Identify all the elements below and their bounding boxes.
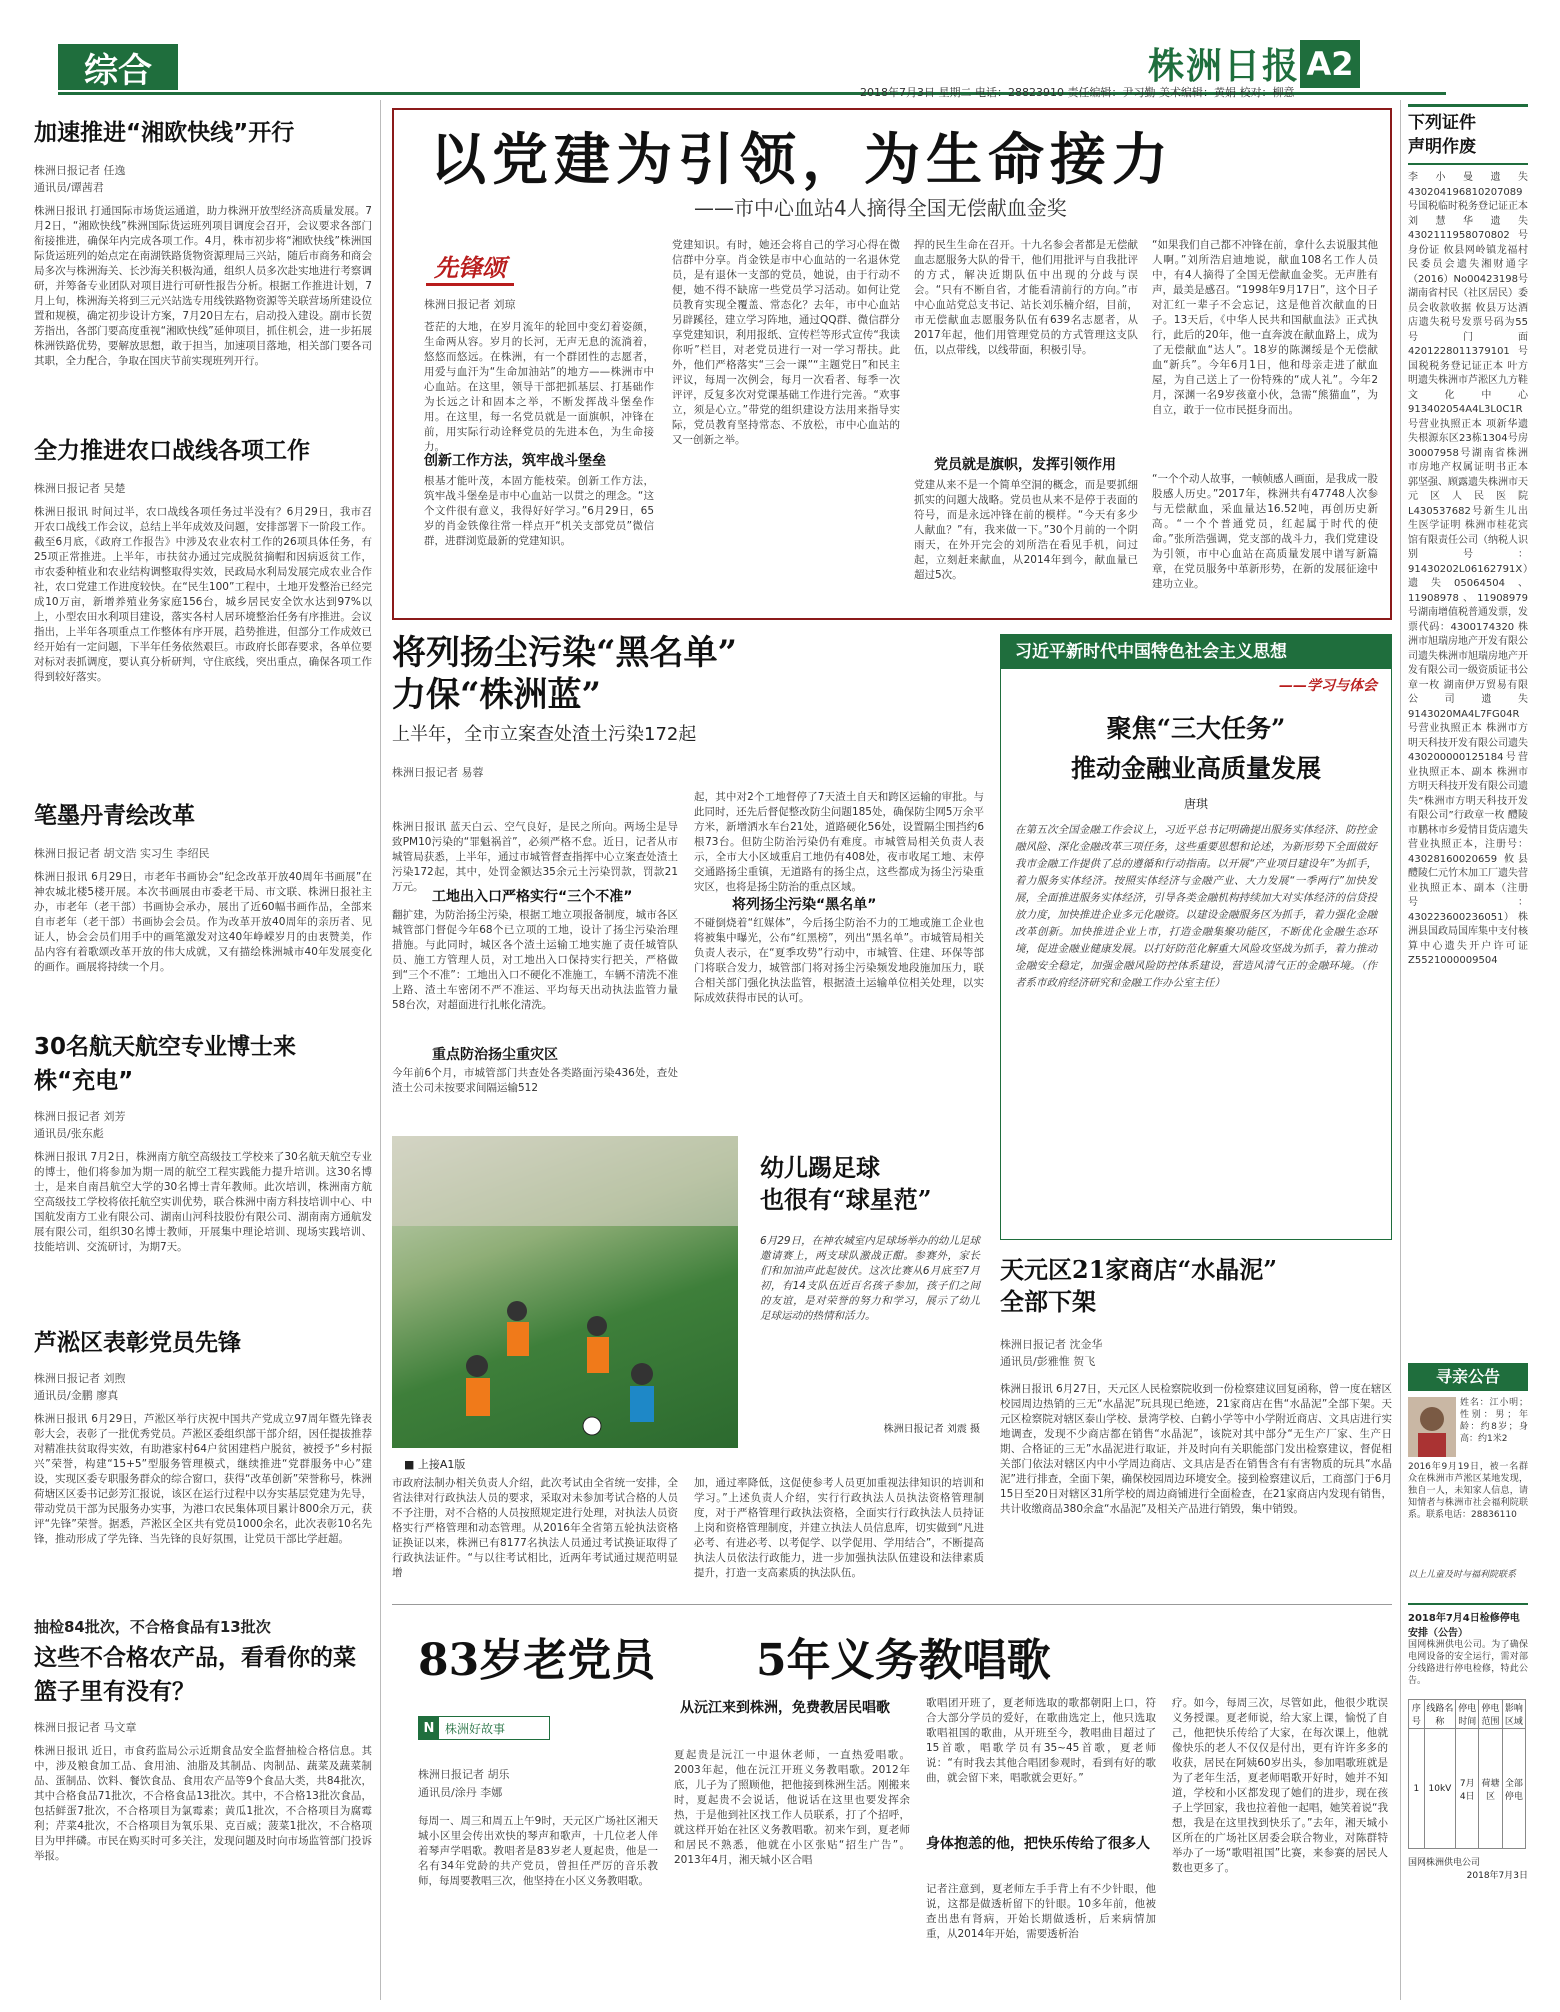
theory-banner-sub: ——学习与体会 — [1279, 678, 1377, 694]
story-body: 疗。如今，每周三次，尽管如此，他很少耽误义务授课。夏老师说，给大家上课，愉悦了自己，他把快乐传给了大家，在每次课上，他就像快乐的老人不仅仅是付出，更有许许多多的收获，居民在阿姨60岁出头，参加唱歌班就是为了老年生活，夏老师唱歌开好时，她并不知道，学校和小区都发现了她们的进步，现在孩子上学回家，我也拉着他一起唱，她笑着说“我想，我是在这里找到快乐了。”去年，湘天城小区所在的广场社区居委会联合物业，对陈群特举办了一场“歌唱祖国”比赛，来参赛的居民人数也更多了。 — [1172, 1697, 1388, 1874]
article-body: 在第五次全国金融工作会议上，习近平总书记明确提出服务实体经济、防控金融风险、深化金融改革三项任务，这些重要思想和论述，为新形势下全面做好我市金融工作提供了总的遵循和行动指南。以开展“产业项目建设年”为抓手，着力服务实体经济。按照实体经济与金融产业、大力发展“一季两行”加快发展，全面推进服务实体经济，引导各类金融机构持续加大对实体经济的信贷投放力度，加快推进企业多元化融资。以建设金融服务区为抓手，着力强化金融改革创新。加快推进企业上市，打造金融集聚功能区，不断优化金融生态环境，促进金融业健康发展。以打好防范化解重大风险攻坚战为抓手，着力推动金融安全稳定，加强金融风险防控体系建设，营造风清气正的金融环境。（作者系市政府经济研究和金融工作办公室主任） — [1015, 824, 1377, 989]
search-body: 2016年9月19日，被一名群众在株洲市芦淞区某地发现，独自一人，未知家人信息，请知情者与株洲市社会福利院联系。联系电话：28836110 — [1408, 1462, 1528, 1520]
schedule-title: 2018年7月4日检修停电安排（公告） — [1408, 1603, 1528, 1639]
byline: 通讯员/张东彪 — [34, 1127, 104, 1140]
article-title: 天元区21家商店“水晶泥” — [1000, 1255, 1278, 1284]
article-body: 株洲日报讯 蓝天白云、空气良好，是民之所向。两场尘是导致PM10污染的“罪魁祸首”，必须严格不怠。近日，记者从市城管局获悉，上半年，通过市城管督查指挥中心立案查处渣土污染172起，其中，处罚金额达35余元土污染罚款，罚款21万元。 — [392, 821, 678, 893]
notice-header — [1408, 104, 1528, 165]
article-body: 株洲日报讯 打通国际市场货运通道，助力株洲开放型经济高质量发展。7月2日，“湘欧快线”株洲国际货运班列项目调度会召开，会议要求各部门衔接推进，确保年内完成各项工作。4月，株市初步将“湘欧快线”株洲国际货运班列的始点定在南湖铁路货物资源理局三兴站，随后市商务和商会局多次与株洲海关、长沙海关积极沟通，组织人员多次赴实地进行考察调研，并筹备专业团队对项目进行可研性报告分析。根据工作推进计划，7月上旬，株洲海关将到三元兴站选专用线铁路物资源等关联营场所建设位置和规模，确定初步设计方案，7月20日左右，启动投入建设。副市长贺芳指出，各部门要高度重视“湘欧快线”延伸项目，抓住机会，进一步拓展株洲铁路优势，要解放思想，敢于担当，加速项目落地，相关部门要各司其职，全力配合，争取在国庆节前实现班列开行。 — [34, 205, 372, 367]
article-title: 全力推进农口战线各项工作 — [34, 438, 310, 464]
article-title: 幼儿踢足球 — [760, 1153, 880, 1182]
soccer-photo — [392, 1136, 738, 1448]
feature-body: 党建从来不是一个简单空洞的概念，而是要抓细抓实的问题大战略。党员也从来不是停于表面的符号，而是永远冲锋在前的模样。“今天有多少人献血？”有，我来做一下。”30个月前的一个阴雨天，在外开完会的刘所浩在看见手机，问过起，立刻赶来献血，从2014年到今，献血量已超过5次。 — [914, 479, 1138, 581]
feature-body: 苍茫的大地，在岁月流年的轮回中变幻着姿颜，生命两从容。岁月的长河，无声无息的流淌着，悠悠而悠远。在株洲，有一个群团性的志愿者，用爱与血汗为“生命加油站”的地方——株洲市中心血站。在这里，领导干部把抓基层、打基础作为长远之计和固本之举，不断发挥战斗堡垒作用。在这里，每一名党员就是一面旗帜，冲锋在前，用实际行动诠释党员的先进本色，为生命接力。 — [424, 321, 654, 453]
table-cell: 7月4日 — [1456, 1729, 1479, 1849]
story-body: 记者注意到，夏老师左手手背上有不少针眼，他说，这都是做透析留下的针眼。10多年前，他被查出患有肾病，开始长期做透析，后来病情加重，从2014年开始，需要透析治 — [926, 1883, 1156, 1940]
arrow-right-icon: ■ — [404, 1458, 418, 1471]
article-body: 株洲日报讯 6月29日，芦淞区举行庆祝中国共产党成立97周年暨先锋表彰大会，表彰了一批优秀党员。芦淞区委组织部干部介绍，因任提拔推荐对精准扶贫取得实效，有助港家村64户贫困建档户脱贫，被授予“乡村振兴”荣誉，构建“15+5”型服务管理模式，继续推进“党群服务中心”建设，实现区委专职服务群众的综合窗口，获得“改革创新”荣誉称号，株洲荷塘区区委书记彭芳汇报说，该区在运行过程中以夯实基层党建为先导，带动党员干部为民服务办实事，为港口农民集体项目累计800余万元，获评“先锋”荣誉。据悉，芦淞区全区共有党员1000余名，此次表彰10名先锋，推动形成了学先锋、当先锋的良好氛围，让党员干部比学赶超。 — [34, 1413, 372, 1545]
article-title: 加速推进“湘欧快线”开行 — [34, 120, 295, 146]
photo-credit: 株洲日报记者 刘震 摄 — [883, 1424, 980, 1435]
article-title: 推动金融业高质量发展 — [1070, 754, 1321, 783]
byline: 株洲日报记者 沈金华 — [1000, 1338, 1103, 1351]
search-note: 以上儿童及时与福利院联系 — [1408, 1570, 1517, 1580]
story-subheading: 从沅江来到株洲，免费教居民唱歌 — [680, 1700, 890, 1716]
byline: 株洲日报记者 马文章 — [34, 1721, 137, 1734]
byline: 株洲日报记者 刘煦 — [34, 1372, 126, 1385]
child-photo — [1408, 1397, 1456, 1457]
continued-body: 加，通过率降低，这促使参考人员更加重视法律知识的培训和学习。”上述负责人介绍，实行行政执法人员执法资格管理制度，对于严格管理行政执法资格，全面实行行政执法人员持证上岗和资格管理制度，并建立执法人员信息库，切实做到“凡进必考、有进必考、以考促学、以学促用、学用结合”，不断提高执法人员依法行政能力，进一步加强执法队伍建设和法律素质提升，打造一支高素质的执法队伍。 — [694, 1477, 984, 1579]
byline: 通讯员/金鹏 廖真 — [34, 1389, 119, 1402]
article-title: 笔墨丹青绘改革 — [34, 803, 195, 829]
feature-subtitle: ——市中心血站4人摘得全国无偿献血金奖 — [694, 196, 1067, 220]
story-tag — [418, 1716, 550, 1740]
article-title: 芦淞区表彰党员先锋 — [34, 1330, 241, 1356]
section-title: 综合 — [58, 44, 178, 90]
person-icon — [1408, 1397, 1456, 1457]
crystal-article — [1000, 1254, 1392, 1592]
notice-title: 下列证件 — [1408, 113, 1476, 133]
story-title: 83岁老党员 — [418, 1635, 656, 1686]
article-title: 力保“株洲蓝” — [392, 675, 602, 715]
article-title: 全部下架 — [1000, 1287, 1096, 1316]
byline: 通讯员/谭茜君 — [34, 181, 104, 194]
dust-article — [392, 632, 992, 1112]
article-body: 株洲日报讯 6月29日，市老年书画协会“纪念改革开放40周年书画展”在神农城北楼5楼开展。本次书画展由市委老干局、市文联、株洲日报社主办，市老年（老干部）书画协会承办，展出了近60幅书画作品，全部来自市老年（老干部）书画协会会员。作为改革开放40周年的亲历者、见证人，协会会员们用手中的画笔激发对这40年峥嵘岁月的由衷赞美，作品内容有着歌颂改革开放的伟大成就，又有描绘株洲城市40年发展变化的画作。画展将持续一个月。 — [34, 871, 372, 973]
feature-tag: 先锋颂 — [426, 248, 514, 286]
article-body: 不碰倒烧着“红媒体”，今后扬尘防治不力的工地或施工企业也将被集中曝光，公布“红黑榜”，列出“黑名单”。市城管局相关负责人表示，在“夏季攻势”行动中，市城管、住建、环保等部门将联合发力，城管部门将对扬尘污染频发地段施加压力，联合相关部门强化执法监管，根据渣土运输单位相关处理，以实际成效获得市民的认可。 — [694, 917, 984, 1004]
schedule-table — [1408, 1699, 1526, 1849]
table-header-row — [1409, 1700, 1526, 1729]
theory-box — [1000, 634, 1392, 1240]
edition-info: 2018年7月3日 星期二 电话：28823910 责任编辑：尹习勤 美术编辑：黄娟 校对：柳意 — [860, 86, 1295, 99]
schedule-body: 国网株洲供电公司。为了确保电网设备的安全运行，需对部分线路进行停电检修，特此公告。 — [1408, 1640, 1528, 1686]
notice-list: 李小曼遗失430204196810207089号国税临时税务登记证正本 刘慧华遗失4302111958070802号身份证 攸县网岭镇龙福村民委员会遗失湘财通字（2016）No00423198号湖南省村民（社区居民）委员会收款收据 攸县万达酒店遗失税号发票号码为55号门面4201228011379101号国税税务登记证正本 叶方明遗失株洲市芦淞区九方鞋文化中心913402054A4L3L0C1R号营业执照正本 项新华遗失根源东区23栋1304号房30007958号湖南省株洲市房地产权属证明书正本 郭坚强、顾露遗失株洲市天元区人民医院L430537682号新生儿出生医学证明 株洲市桂花宾馆有限责任公司（纳税人识别号：91430202L06162791X）遗失05064504、11908978、11908979号湖南增值税普通发票，发票代码：4300174320 株洲市旭瑞房地产开发有限公司遗失株洲市旭瑞房地产开发有限公司一级资质证书公章一枚 湖南伊万贸易有限公司遗失9143020MA4L7FG04R号营业执照正本 株洲市方明天科技开发有限公司遗失430200000125184号营业执照正本、副本 株洲市方明天科技开发有限公司遗失“株洲市方明天科技开发有限公司”行政章一枚 醴陵市鹏林市乡爱情目货店遗失营业执照正本，注册号：43028160020659 攸县醴陵仁元竹木加工厂遗失营业执照正本、副本（注册号：430223600236051） 株洲县国政局国库集中支付核算中心遗失开户许可证Z5521000009504 — [1408, 172, 1528, 966]
search-notice-header: 寻亲公告 — [1408, 1363, 1528, 1391]
article-title: 30名航天航空专业博士来株“充电” — [34, 1034, 297, 1094]
search-name: 姓名：江小明；性别：男；年龄：约8岁；身高：约1米2 — [1460, 1398, 1528, 1444]
table-header-cell: 影响区域 — [1502, 1700, 1525, 1729]
article-body: 起，其中对2个工地督停了7天渣土自天和跨区运输的审批。与此同时，还先后督促整改防尘问题185处，确保防尘网5万余平方米，新增洒水车台21处，道路硬化56处，设置隔尘围挡约6根73台。但防尘防治污染仍有难度。市城管局相关负责人表示，全市大小区域重启工地仍有408处，夜市收尾工地、末停交通路扬尘重镇，无道路有的扬尘点，这些都成为扬尘污染重灾区，也将是扬尘防治的重点区域。 — [694, 791, 984, 893]
byline: 株洲日报记者 易蓉 — [392, 766, 484, 779]
article-body: 株洲日报讯 6月27日，天元区人民检察院收到一份检察建议回复函称，曾一度在辖区校园周边热销的三无“水晶泥”玩具现已绝迹，21家商店在售“水晶泥”全部下架。天元区检察院对辖区泰山学校、景湾学校、白鹤小学等中小学附近商店、文具店进行实地调查，发现不少商店都在销售“水晶泥”，该院对其中部分“无生产厂家、生产日期、合格证的三无”水晶泥进行取证，并及时向有关职能部门发出检察建议，督促相关部门依法对辖区内中小学周边商店、文具店是否在销售含有有害物质的玩具“水晶泥”进行排查，全面下架，确保校园周边环境安全。接到检察建议后，工商部门于6月15日至20日对辖区31所学校的周边商铺进行全面检查，在21家商店内发现有销售，共计收缴商品380余盒“水晶泥”及相关产品进行销毁，集中销毁。 — [1000, 1383, 1392, 1515]
schedule-company: 国网株洲供电公司 — [1408, 1858, 1481, 1868]
story-body: 歌唱团开班了，夏老师选取的歌都朝阳上口，符合大部分学员的爱好，在歌曲选定上，他只选取歌唱祖国的歌曲，从开班至今，教唱曲目超过了15首歌，唱歌学员有35~45首歌，夏老师说：“有时我去其他合唱团参观时，看到有好的歌曲，就会留下来，唱歌就会更好。” — [926, 1697, 1156, 1784]
article-body: 株洲日报讯 7月2日，株洲南方航空高级技工学校来了30名航天航空专业的博士，他们将参加为期一周的航空工程实践能力提升培训。这30名博士，是来自南昌航空大学的30名博士青年教师。此次培训，株洲南方航空高级技工学校将依托航空实训优势，联合株洲中南方科技培训中心、中国航发南方工业有限公司、湖南山河科技股份有限公司、湖南南方通航发展有限公司，组织30名博士教师，开展集中理论培训、现场实践培训、技能培训、交流研讨，为期7天。 — [34, 1151, 372, 1253]
feature-title: 以党建为引领，为生命接力 — [430, 127, 1174, 193]
column-divider — [380, 100, 381, 2000]
byline: 通讯员/涂丹 李娜 — [418, 1786, 503, 1799]
column-divider — [1400, 100, 1401, 2000]
search-notice — [1408, 1397, 1528, 1457]
byline: 通讯员/彭雅惟 贺飞 — [1000, 1355, 1096, 1368]
article-title: 聚焦“三大任务” — [1106, 714, 1286, 743]
left-column — [34, 100, 372, 2010]
story-title: 5年义务教唱歌 — [756, 1635, 1051, 1686]
photo-caption: 6月29日，在神农城室内足球场举办的幼儿足球邀请赛上，两支球队激战正酣。参赛外，家长们和加油声此起彼伏。这次比赛从6月底至7月初，有14支队伍近百名孩子参加，孩子们之间的友谊，是对荣誉的努力和学习，展示了幼儿足球运动的热情和活力。 — [760, 1235, 980, 1322]
story-body: 每周一、周三和周五上午9时，天元区广场社区湘天城小区里会传出欢快的琴声和歌声，十几位老人伴着琴声学唱歌。教唱者是83岁老人夏起贵，他是一名有34年党龄的共产党员，曾担任严厉的音乐教师，每周要教唱三次，他坚持在小区义务教唱歌。 — [418, 1815, 658, 1887]
table-row — [1409, 1729, 1526, 1849]
notice-title: 声明作废 — [1408, 137, 1476, 157]
article-body: 翻扩建，为防治扬尘污染，根据工地立项报备制度，城市各区城管部门督促今年68个已立项的工地，设计了扬尘污染治理措施。与此同时，城区各个渣土运输工地实施了责任城管队员、施工方管理人员，对工地出入口保持实行把关，严格做到“三个不准”：工地出入口不硬化不准施工，车辆不清洗不准上路、渣土车密闭不严不准运、平均每天出动执法监管力量58台次，对超面进行扎帐化清洗。 — [392, 909, 678, 1011]
feature-body: 捍的民生生命在召开。十九名参会者都是无偿献血志愿服务大队的骨干，他们用批评与自我批评的方式，解决近期队伍中出现的分歧与误会。“只有不断自省，才能看清前行的方向。”市中心血站党总支书记、站长刘乐楠介绍，目前，市无偿献血志愿服务队伍有639名志愿者，从2017年起，他们用管理党员的方式管理这支队伍，以点带线，以线带面，积极引导。 — [914, 239, 1138, 356]
jump-text: 上接A1版 — [417, 1458, 466, 1471]
table-cell: 荷塘区 — [1479, 1729, 1502, 1849]
table-header-cell: 停电时间 — [1456, 1700, 1479, 1729]
section-divider — [392, 1604, 1392, 1605]
byline: 株洲日报记者 胡文浩 实习生 李绍民 — [34, 847, 210, 860]
continued-body: 市政府法制办相关负责人介绍，此次考试由全省统一安排，全省法律对行政执法人员的要求，采取对未参加考试合格的人员不予注册，对不合格的人员按照规定进行处理，对执法人员资格实行严格管理和动态管理。从2016年全省第五轮执法资格证换证以来，株洲已有8177名执法人员通过考试换证取得了行政执法证件。“与以往考试相比，近两年考试通过规范明显增 — [392, 1477, 678, 1579]
byline: 株洲日报记者 任逸 — [34, 164, 126, 177]
article-subheading: 重点防治扬尘重灾区 — [432, 1047, 558, 1063]
story-tag-label: 株洲好故事 — [445, 1721, 506, 1736]
article-body: 今年前6个月，市城管部门共查处各类路面污染436处，查处渣土公司未按要求间隔运输512 — [392, 1067, 678, 1094]
theory-banner: 习近平新时代中国特色社会主义思想 — [1001, 635, 1391, 669]
soccer-players-illustration — [392, 1136, 738, 1448]
table-cell: 10kV — [1424, 1729, 1455, 1849]
story-article — [392, 1610, 1392, 2006]
table-cell: 1 — [1409, 1729, 1425, 1849]
feature-body: “如果我们自己都不冲锋在前，拿什么去说服其他人啊。”刘所浩启迪地说，献血108名工作人员中，有4人摘得了全国无偿献血金奖。无声胜有声，最美是感召。“1998年9月17日”，这个日子对汇红一辈子不会忘记，这是他首次献血的日子。13天后，《中华人民共和国献血法》正式执行，此后的20年，他一直奔波在献血路上，成为了无偿献血“达人”。18岁的陈渊绥是个无偿献血“新兵”。今年6月1日，他和母亲走进了献血屋，为自己送上了一份特殊的“成人礼”。今年2月，深渊一名9岁孩童小伙，急需“熊猫血”，为自立，敢于一位市民挺身而出。 — [1152, 239, 1378, 416]
table-cell: 全部停电 — [1502, 1729, 1525, 1849]
table-header-cell: 线路名称 — [1424, 1700, 1455, 1729]
byline: 株洲日报记者 刘芳 — [34, 1110, 126, 1123]
table-header-cell: 停电范围 — [1479, 1700, 1502, 1729]
byline: 株洲日报记者 吴楚 — [34, 482, 126, 495]
feature-subheading: 创新工作方法，筑牢战斗堡垒 — [424, 453, 606, 469]
article-subtitle: 上半年，全市立案查处渣土污染172起 — [392, 724, 697, 745]
page-number: A2 — [1300, 40, 1360, 88]
article-title: 这些不合格农产品，看看你的菜篮子里有没有？ — [34, 1645, 356, 1705]
feature-box — [392, 108, 1392, 620]
story-subheading: 身体抱恙的他，把快乐传给了很多人 — [926, 1836, 1150, 1852]
classifieds-sidebar — [1408, 100, 1528, 2005]
article-title: 也很有“球星范” — [760, 1185, 932, 1214]
article-body: 株洲日报讯 近日，市食药监局公示近期食品安全监督抽检合格信息。其中，涉及粮食加工品、食用油、油脂及其制品、肉制品、蔬菜及蔬菜制品、蛋制品、饮料、餐饮食品、食用农产品等9个食品大类，共84批次，其中合格食品71批次，不合格食品13批次。其中，不合格13批次食品，包括鲜蛋7批次，不合格项目为氯霉素；黄瓜1批次，不合格项目为腐霉利；芹菜4批次，不合格项目为氧乐果、克百威；菠菜1批次，不合格项目为甲拌磷。市民在购买时可多关注，发现问题及时向市场监管部门投诉举报。 — [34, 1745, 372, 1862]
byline: 株洲日报记者 胡乐 — [418, 1768, 510, 1781]
feature-body: “一个个动人故事，一帧帧感人画面，是我成一股股感人历史。”2017年，株洲共有47748人次参与无偿献血，采血量达16.52吨，再创历史新高。“一个个普通党员，红起属于时代的使命。”张所浩强调，党支部的战斗力，我们党建设为引领，市中心血站在高质量发展中谱写新篇章，在党员服务中革新形势，在新的发展征途中建功立业。 — [1152, 473, 1378, 590]
feature-subheading: 党员就是旗帜，发挥引领作用 — [934, 457, 1116, 473]
author: 唐琪 — [1183, 797, 1208, 811]
article-subheading: 工地出入口严格实行“三个不准” — [432, 889, 633, 905]
article-subheading: 将列扬尘污染“黑名单” — [732, 897, 877, 913]
soccer-article — [760, 1152, 980, 1435]
feature-body: 根基才能叶茂，本固方能枝荣。创新工作方法，筑牢战斗堡垒是市中心血站一以贯之的理念。“这个文件很有意义，我得好好学习。”6月29日，65岁的肖金铁像往常一样点开“机关支部党员”微信群，进群浏览最新的党建知识。 — [424, 475, 654, 547]
jump-label — [404, 1456, 465, 1472]
byline: 株洲日报记者 刘琼 — [424, 298, 516, 311]
masthead-logo: 株洲日报 — [1148, 45, 1301, 87]
article-body: 株洲日报讯 时间过半，农口战线各项任务过半没有？6月29日，我市召开农口战线工作会议，总结上半年成效及问题，安排部署下一阶段工作。截至6月底，《政府工作报告》中涉及农业农村工作的26项具体任务，有25项正常推进。上半年，市扶贫办通过完成脱贫摘帽和因病返贫工作，市农委种植业和农业结构调整取得实效，民政局水利局发展完成农业合作社，农口党建工作进度较快。在“民生100”工程中，土地开发整治已经完成10万亩，新增养殖业务家庭156台，城乡居民安全饮水达到97%以上，小型农田水利项目建设，落实各村人居环境整治任务有序推进。会议指出，上半年各项重点工作整体有序开展，趋势推进，但部分工作成效已经开始有一定问题，下半年任务依然艰巨。市政府长郎春要求，各单位要对标对表抓调度，要认真分析研判，守住底线，突出重点，确保各项工作得到较好落实。 — [34, 506, 372, 683]
feature-body: 党建知识。有时，她还会将自己的学习心得在微信群中分享。肖金铁是市中心血站的一名退休党员，是有退休一支部的党员，她说，由于行动不便，她不得不缺席一些党员学习活动。如何让党员教育实现全覆盖、常态化？去年，市中心血站另辟蹊径，建立学习阵地，通过QQ群、微信群分享党建知识，利用报纸、宣传栏等形式宣传“我读你听”栏目，对老党员进行一对一学习帮扶。此外，他们严格落实“三会一课”“主题党日”和民主评议，每周一次例会，每月一次看者、每季一次评评，反复多次对党课基础工作进行完善。“欢事立，须是心立。”带党的组织建设方法用来指导实际，党员教育坚持常态、不放松，市中心血站的又一创新之举。 — [672, 239, 900, 446]
article-kicker: 抽检84批次，不合格食品有13批次 — [34, 1618, 271, 1636]
schedule-date: 2018年7月3日 — [1466, 1871, 1528, 1881]
story-body: 夏起贵是沅江一中退休老师，一直热爱唱歌。2003年起，他在沅江开班义务教唱歌。2012年底，儿子为了照顾他，把他接到株洲生活。刚搬来时，夏起贵不会说话，他说话在这里也要发挥余热，于是他到社区找工作人员联系，打了个招呼，就这样开始在社区义务教唱歌。初来乍到，夏老师和居民不熟悉，他就在小区张贴“招生广告”。2013年4月，湘天城小区合唱 — [674, 1749, 910, 1866]
n-badge-icon: N — [419, 1717, 439, 1739]
table-header-cell: 序号 — [1409, 1700, 1425, 1729]
article-title: 将列扬尘污染“黑名单” — [392, 633, 738, 673]
